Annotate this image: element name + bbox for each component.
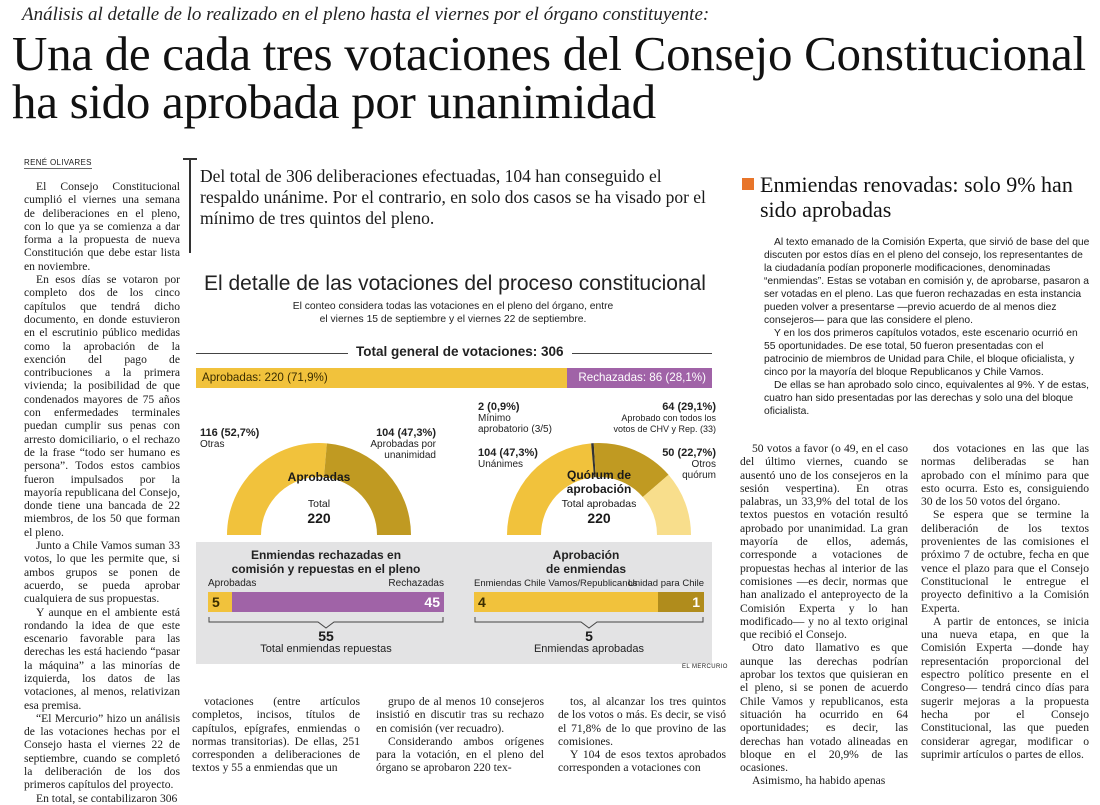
gauge-right-chv [592, 402, 716, 435]
article-byline: RENÉ OLIVARES [24, 158, 92, 167]
paragraph: Se espera que se termine la deliberación de los textos provenientes de las comisiones el próximo 7 de octubre, fecha en que vence el plazo para que el Consejo Constitucional le entregue el proyecto definitivo a la Comisión Experta. [921, 508, 1089, 615]
paragraph: Asimismo, ha habido apenas [752, 774, 886, 788]
aprobacion-total-label: Enmiendas aprobadas [533, 643, 645, 655]
paragraph: A partir de entonces, se inicia una nueva etapa, en que la Comisión Experta —donde hay representación proporcional del espectro político presente en el Congreso— tendrá cinco días para sugerir mejoras a la propuesta hecha por el Consejo Constitucional, las que pueden considerar agregar, modificar o suprimir artículos o partes de ellos. [921, 614, 1089, 761]
enmiendas-title [202, 548, 450, 576]
infographic-subtitle [188, 300, 718, 326]
article-column-6 [921, 442, 1089, 761]
box-title-line: de enmiendas [545, 562, 627, 576]
article-column-3 [376, 695, 544, 775]
aprobacion-title [466, 548, 706, 576]
enmiendas-panel [196, 542, 712, 664]
paragraph: votaciones (entre artículos completos, incisos, títulos de capítulos, epígrafes, enmiendas o normas transitorias). De ellas, 251 corresponden a deliberaciones de textos y 55 a enmiendas que un [192, 695, 360, 775]
gauge-label: votos de CHV y Rep. (33) [613, 424, 716, 434]
gauge-label: unanimidad [384, 450, 436, 461]
box-title-line: comisión y repuestas en el pleno [231, 562, 421, 576]
article-column-5 [740, 442, 908, 788]
aprobacion-left-label: Enmiendas Chile Vamos/Republicanos [474, 578, 638, 589]
box-title-line: Aprobación [552, 548, 620, 562]
bar-rejected: Rechazadas: 86 (28,1%) [567, 368, 712, 388]
paragraph: El Consejo Constitucional cumplió el viernes una semana de deliberaciones en el pleno, con lo que ya se comienza a dar forma a la propuesta de nueva Constitución que debe estar lista en noviembre. [24, 180, 180, 273]
sidebar-paragraph: Y en los dos primeros capítulos votados, este escenario ocurrió en 55 oportunidades. De ese total, 50 fueron presentadas con el patrocinio de miembros de Unidad para Chile, el bloque oficialista, y cinco por la mayoría del bloque Republicanos y Chile Vamos. [764, 328, 1078, 378]
paragraph: En total, se contabilizaron 306 [36, 791, 178, 805]
gauge-value: 50 (22,7%) [662, 447, 716, 459]
gauge-title-line: aprobación [566, 482, 632, 496]
paragraph: Y 104 de esos textos aprobados corresponden a votaciones con [558, 748, 726, 775]
paragraph: En esos días se votaron por completo dos de los cinco capítulos que tendrá dicho documento, en donde estuvieron en el escrutinio público medidas como la aprobación de la exención del pago de contribuciones a la primera vivienda; la posibilidad de que condenados mayores de 75 años con enfermedades terminales puedan cumplir sus penas con arresto domiciliario, o el rechazo de la frase “todo ser humano es persona”. Todos estos cambios fueron impulsados por la mayoría republicana del Consejo, donde tiene una bancada de 22 miembros, de los 50 que forman el pleno. [24, 273, 180, 539]
paragraph: tos, al alcanzar los tres quintos de los votos o más. Es decir, se visó el 71,8% de lo que provino de las comisiones. [558, 695, 726, 748]
gauge-label: quórum [682, 470, 716, 481]
paragraph: grupo de al menos 10 consejeros insistió en discutir tras su rechazo en comisión (ver recuadro). [376, 695, 544, 735]
gauge-left-title: Aprobadas [287, 470, 351, 484]
total-votes-label: Total general de votaciones: 306 [348, 344, 572, 359]
gauge-label: Aprobadas por [370, 439, 436, 450]
article-column-4 [558, 695, 726, 775]
gauge-label: Otros [691, 459, 716, 470]
enmiendas-rejected-segment: 45 [232, 592, 444, 612]
aprobacion-total-value: 5 [585, 628, 593, 644]
infographic-title: El detalle de las votaciones del proceso constitucional [204, 272, 706, 295]
paragraph: 50 votos a favor (o 49, en el caso del último viernes, cuando se ausentó uno de los consejeros en la sesión vespertina). En otras palabras, un 33,9% del total de los textos puestos en votación resultó aprobado por unanimidad. La gran mayoría de ellos, además, corresponde a votaciones de propuestas hechas al interior de las comisiones —es decir, normas que han analizado el anteproyecto de la Comisión Experta y lo han modificado— y no al texto original que recibió el Consejo. [740, 442, 908, 642]
gauge-title-line: Quórum de [566, 468, 631, 482]
gauge-right-total-label: Total aprobadas [561, 498, 637, 510]
sidebar-paragraph: Al texto emanado de la Comisión Experta, que sirvió de base del que discuten por estos días en el pleno del consejo, los representantes de la ciudadanía podían proponerle modificaciones, denominadas “enmiendas”. Estas se votaban en comisión y, de aprobarse, pasaron a ser votadas en el pleno. Las que fueron rechazadas en esta instancia pueden volver a presentarse —previo acuerdo de al menos diez consejeros— para que las considere el pleno. [764, 237, 1090, 326]
gauge-value: 2 (0,9%) [478, 401, 520, 413]
infographic [188, 262, 718, 677]
paragraph: Otro dato llamativo es que aunque las derechas podrían aprobar los textos que quisieran en el pleno, si se ponen de acuerdo Chile Vamos y republicanos, esta situación ha ocurrido en 64 oportunidades; es decir, las derechas han votado alineadas en bloque en el 20,9% de las ocasiones. [740, 641, 908, 775]
infographic-credit: EL MERCURIO [682, 664, 728, 670]
aprobacion-right-segment: 1 [658, 592, 704, 612]
article-kicker: Análisis al detalle de lo realizado en el pleno hasta el viernes por el órgano constituyente: [22, 4, 710, 25]
aprobacion-bar [474, 592, 704, 612]
enmiendas-approved-label: Aprobadas [208, 578, 257, 589]
article-column-2 [192, 695, 360, 775]
enmiendas-bar [208, 592, 444, 612]
paragraph: Y aunque en el ambiente está rondando la idea de que este escenario favorable para las derechas les está haciendo “pasar la máquina” a las minorías de izquierda, los datos de las votaciones, al menos, relativizan esa premisa. [24, 605, 180, 712]
gauge-label: Otras [200, 439, 225, 450]
gauge-label: Unánimes [478, 459, 524, 470]
box-title-line: Enmiendas rechazadas en [250, 548, 402, 562]
sidebar-marker [742, 178, 754, 190]
gauge-value: 104 (47,3%) [376, 427, 436, 439]
enmiendas-total-value: 55 [318, 628, 334, 644]
paragraph: Considerando ambos orígenes para la votación, en el pleno del órgano se aprobaron 220 tex- [376, 734, 544, 775]
gauge-right-title [534, 468, 664, 496]
gauge-left-total-value: 220 [307, 510, 331, 526]
infographic-subtitle-line: El conteo considera todas las votaciones en el pleno del órgano, entre [292, 301, 614, 312]
gauge-label: Aprobado con todos los [621, 413, 716, 423]
lead-rule [189, 158, 191, 253]
article-headline: Una de cada tres votaciones del Consejo Constitucional ha sido aprobada por unanimidad [12, 26, 1086, 129]
infographic-subtitle-line: el viernes 15 de septiembre y el viernes 22 de septiembre. [319, 314, 587, 325]
gauge-value: 64 (29,1%) [662, 401, 716, 413]
gauge-right-min [478, 402, 552, 435]
gauge-left-total-label: Total [307, 498, 331, 510]
enmiendas-rejected-label: Rechazadas [388, 578, 444, 589]
paragraph: Junto a Chile Vamos suman 33 votos, lo que les permite que, si ambos grupos se ponen de acuerdo, se pueda aprobar cualquiera de sus propuestas. [24, 539, 180, 606]
sidebar-paragraph: De ellas se han aprobado solo cinco, equivalentes al 9%. Y de estas, cuatro han sido presentadas por las derechas y solo una del bloque oficialista. [764, 380, 1090, 417]
gauge-value: 104 (47,3%) [478, 447, 538, 459]
bar-approved: Aprobadas: 220 (71,9%) [196, 368, 567, 388]
paragraph: “El Mercurio” hizo un análisis de las votaciones hechas por el Consejo hasta el viernes 22 de septiembre, cuando se completó la deliberación de los dos primeros capítulos del proyecto. [24, 711, 180, 792]
enmiendas-approved-segment: 5 [208, 592, 232, 612]
aprobacion-left-segment: 4 [474, 592, 658, 612]
enmiendas-total-label: Total enmiendas repuestas [260, 643, 392, 655]
gauge-label: aprobatorio (3/5) [478, 424, 552, 435]
aprobacion-right-label: Unidad para Chile [627, 578, 704, 589]
gauge-label: Mínimo [478, 413, 511, 424]
article-column-1 [24, 180, 180, 805]
article-lead: Del total de 306 deliberaciones efectuadas, 104 han conseguido el respaldo unánime. Por el contrario, en solo dos casos se ha visado por el mínimo de tres quintos del pleno. [200, 166, 706, 228]
total-votes-bar [196, 368, 712, 388]
gauge-right-total-value: 220 [587, 510, 611, 526]
paragraph: dos votaciones en las que las normas deliberadas se han aprobado con el mínimo para que esto ocurra. Esto es, consiguiendo 30 de los 50 votos del órgano. [921, 442, 1089, 509]
sidebar-text [764, 236, 1090, 418]
gauge-value: 116 (52,7%) [200, 427, 260, 439]
sidebar-title: Enmiendas renovadas: solo 9% han sido aprobadas [760, 172, 1073, 222]
